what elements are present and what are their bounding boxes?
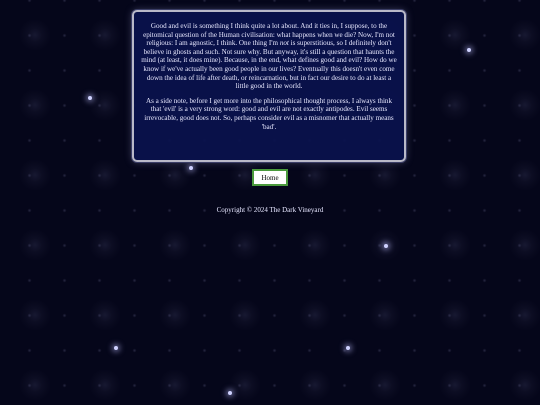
copyright-footer: Copyright © 2024 The Dark Vineyard [216, 206, 324, 214]
home-button[interactable]: Home [252, 169, 288, 186]
star-decoration [189, 166, 193, 170]
article-panel [132, 10, 406, 162]
star-decoration [88, 96, 92, 100]
article-text: Good and evil is something I think quite a lot about. And it ties in, I suppose, to the epitomical question of the Human civilisation: what happens when we die? Now, I'm not religious: I am agnostic, I think. One thing I'm [143, 22, 395, 48]
star-decoration [346, 346, 350, 350]
star-decoration [114, 346, 118, 350]
article-paragraph-1 [140, 22, 398, 91]
star-decoration [384, 244, 388, 248]
article-text: is superstitious, so I definitely don't believe in ghosts and such. Not sure why. But anyway, it's still a question that haunts the mind (at least, it does mine). Because, in the end, what defines good and evil? How do we know if we've actually been good people in our lives? Eventually this doesn't even come down the idea of life after death, or reincarnation, but in fact our desire to do at least a little good in the world. [141, 39, 397, 91]
emphasis-text: not [279, 39, 289, 48]
star-decoration [228, 391, 232, 395]
article-paragraph-2: As a side note, before I get more into the philosophical thought process, I always think that 'evil' is a very strong word: good and evil are not exactly antipodes. Evil seems irrevocable, good does not. So, perhaps consider evil as a misnomer that actually means 'bad'. [144, 96, 394, 131]
star-decoration [467, 48, 471, 52]
